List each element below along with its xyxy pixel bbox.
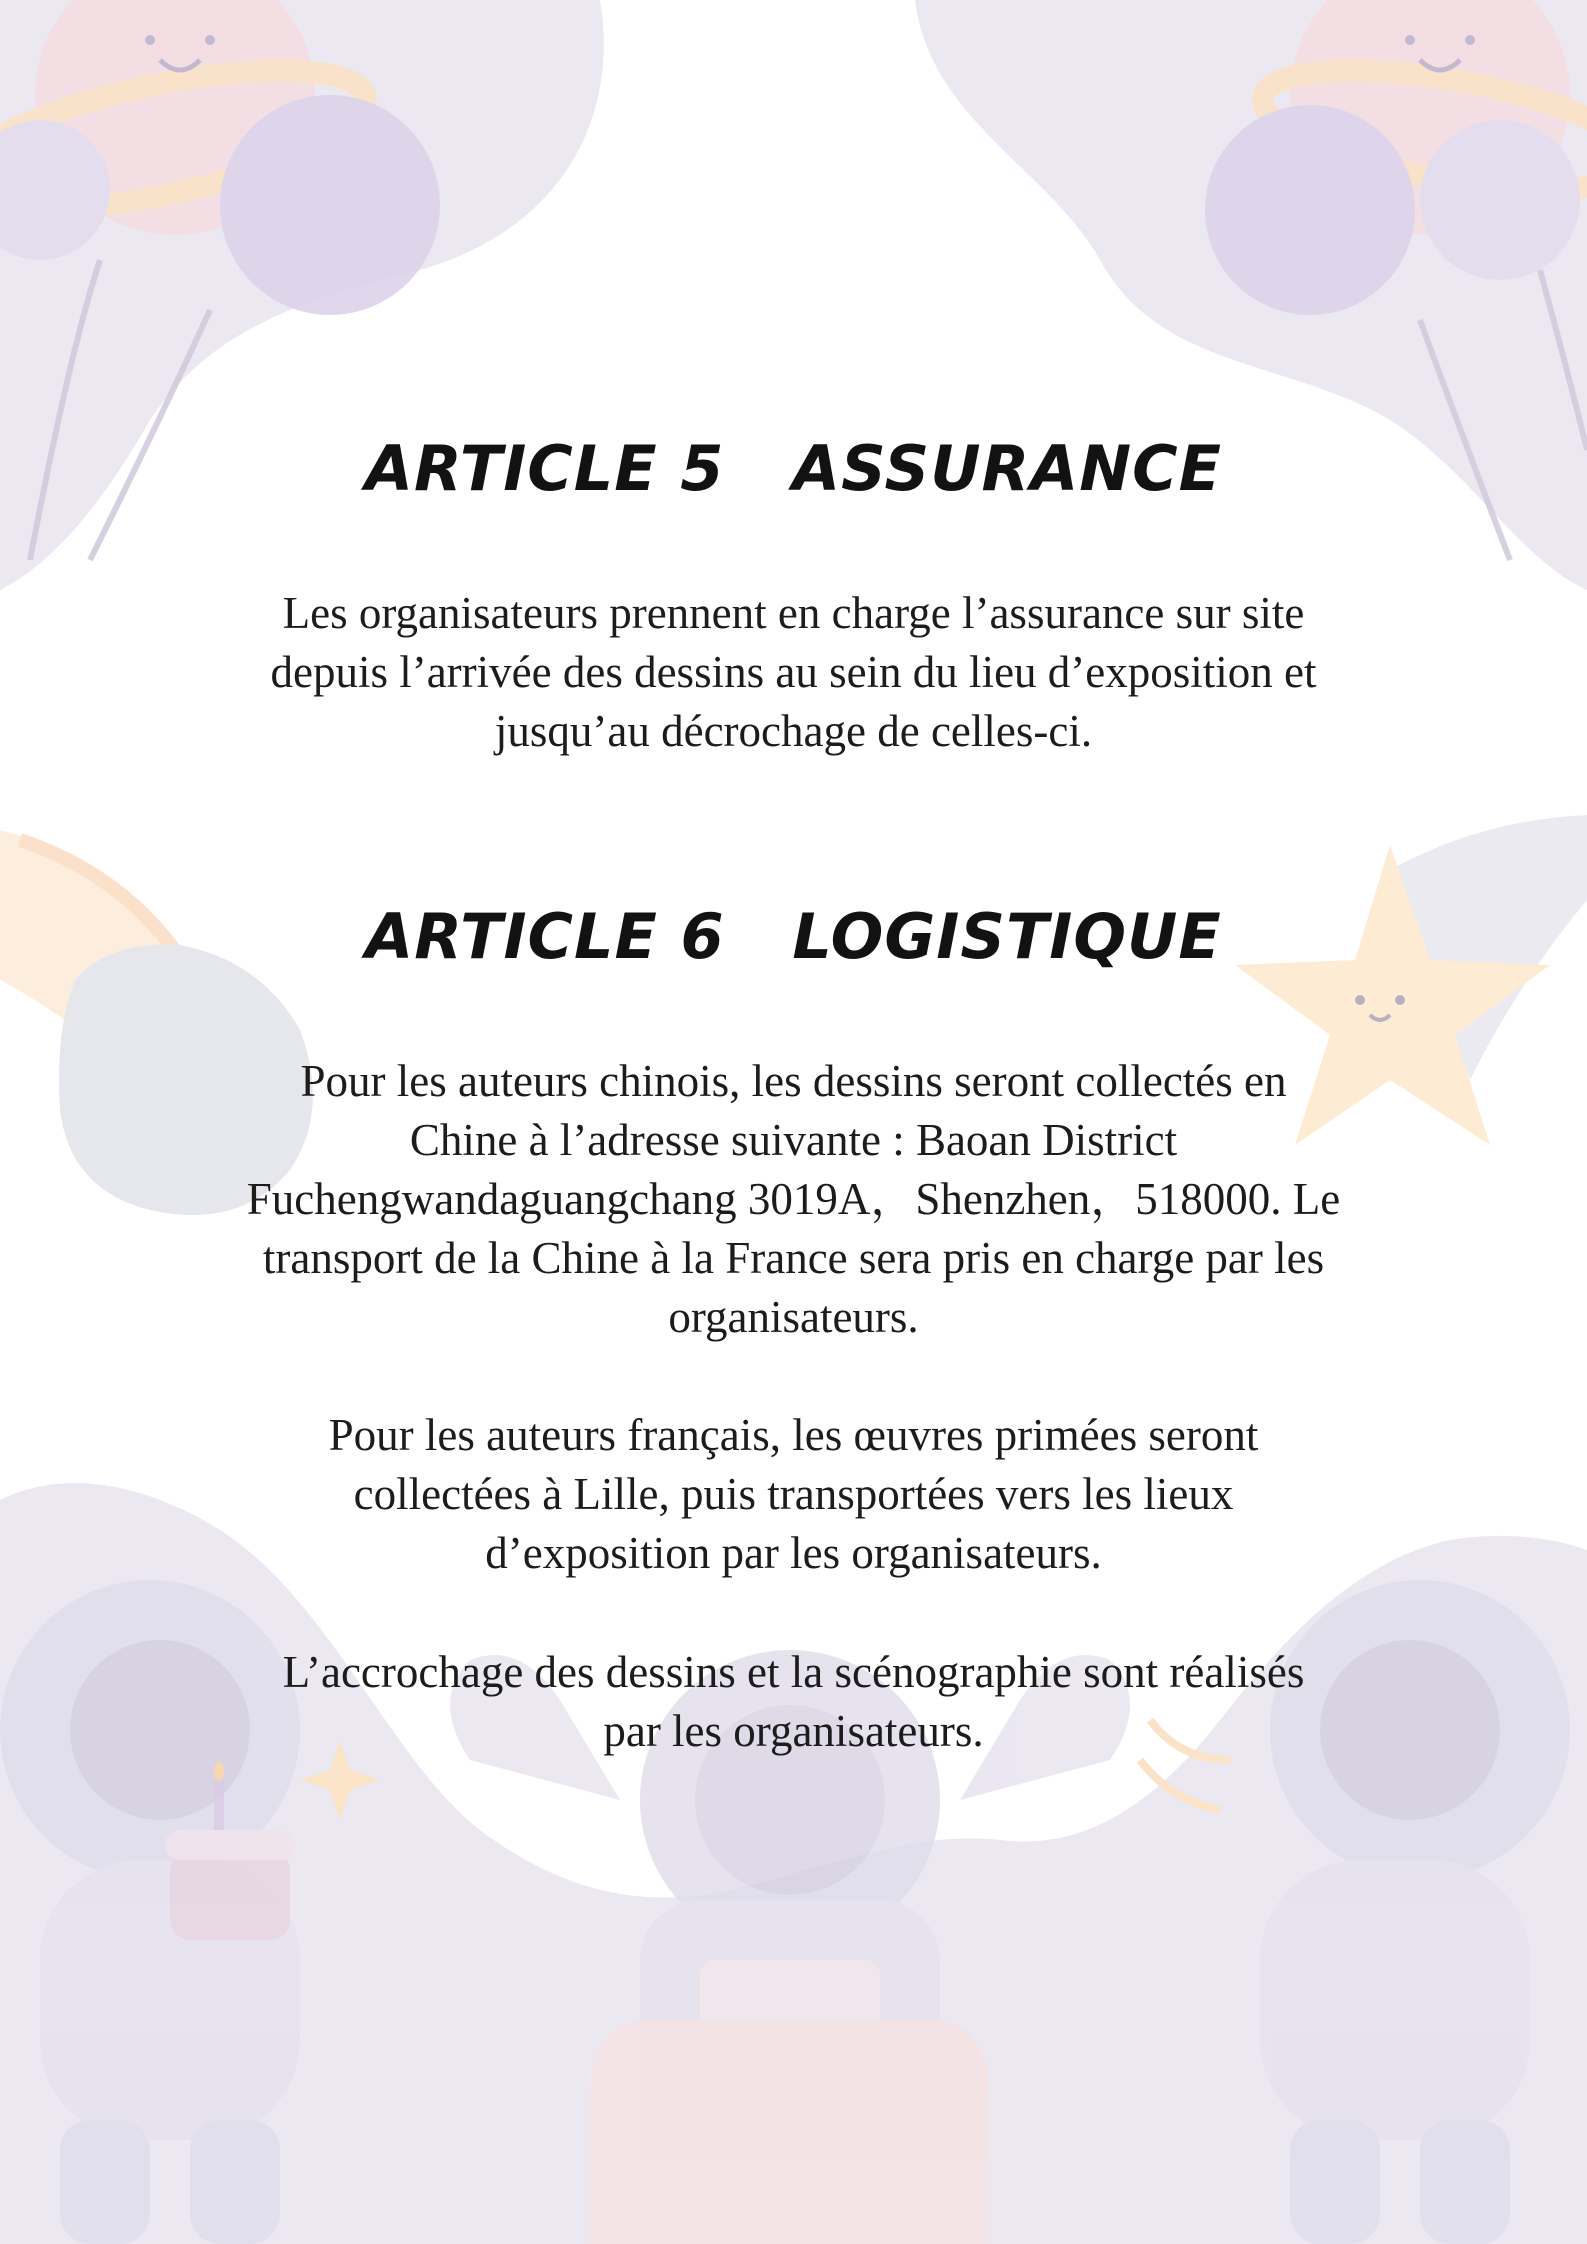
text-line: depuis l’arrivée des dessins au sein du lieu d’exposition et [270,647,1317,697]
article-6-heading: ARTICLE 6 LOGISTIQUE [365,900,1222,973]
article-6-paragraph-2 [120,1406,1467,1583]
text-line: L’accrochage des dessins et la scénographie sont réalisés [282,1647,1305,1697]
text-line: par les organisateurs. [603,1706,984,1756]
text-line: transport de la Chine à la France sera pris en charge par les [262,1233,1325,1283]
text-line: Pour les auteurs français, les œuvres primées seront [328,1410,1259,1460]
text-line: Les organisateurs prennent en charge l’assurance sur site [282,588,1305,638]
text-line: Fuchengwandaguangchang 3019A，Shenzhen，518000. Le [246,1174,1341,1224]
text-line: organisateurs. [668,1292,919,1342]
article-6-paragraph-3 [120,1643,1467,1761]
article-6-paragraph-1 [100,1052,1487,1347]
text-line: Chine à l’adresse suivante : Baoan District [409,1115,1178,1165]
text-line: Pour les auteurs chinois, les dessins seront collectés en [300,1056,1287,1106]
article-5-paragraph [120,584,1467,761]
text-line: jusqu’au décrochage de celles-ci. [494,706,1093,756]
text-line: collectées à Lille, puis transportées vers les lieux [353,1469,1234,1519]
text-line: d’exposition par les organisateurs. [485,1528,1102,1578]
article-5-heading: ARTICLE 5 ASSURANCE [364,432,1223,505]
